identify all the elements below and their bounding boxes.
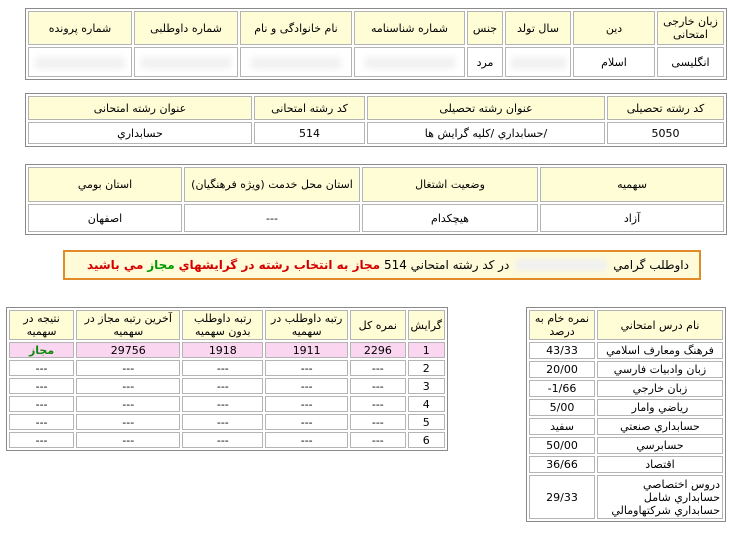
- list-item: [529, 380, 723, 397]
- rank-no-quota-cell: ---: [182, 432, 263, 448]
- rank-quota-cell: ---: [265, 360, 348, 376]
- notice-red-text: مجاز به انتخاب رشته در گرايشهاي: [178, 258, 381, 272]
- last-rank-cell: ---: [76, 396, 180, 412]
- candidate-number-value: [134, 47, 238, 77]
- last-rank-cell: ---: [76, 378, 180, 394]
- last-rank-cell: 29756: [76, 342, 180, 358]
- course-name-cell: رياضي وامار: [597, 399, 723, 416]
- course-name-cell: دروس اختصاصي حسابداري شامل حسابداري شركتهاومالي: [597, 475, 723, 519]
- foreign-language-value: انگلیسی: [657, 47, 724, 77]
- header-service-province: استان محل خدمت (ويژه فرهنگيان): [184, 167, 360, 202]
- exam-field-code-value: 514: [254, 122, 365, 144]
- rank-quota-cell: ---: [265, 414, 348, 430]
- total-score-cell: 2296: [350, 342, 405, 358]
- rank-no-quota-cell: ---: [182, 378, 263, 394]
- total-score-cell: ---: [350, 396, 405, 412]
- result-cell: ---: [9, 432, 74, 448]
- specialization-cell: 2: [408, 360, 445, 376]
- course-name-cell: فرهنگ ومعارف اسلامي: [597, 342, 723, 359]
- total-score-cell: ---: [350, 414, 405, 430]
- course-name-cell: زبان خارجي: [597, 380, 723, 397]
- scores-table: [526, 307, 726, 522]
- header-course-name: نام درس امتحاني: [597, 310, 723, 340]
- birth-year-value: [505, 47, 571, 77]
- notice-green-text: مجاز: [147, 258, 175, 272]
- score-cell: 29/33: [529, 475, 595, 519]
- header-religion: دین: [573, 11, 655, 45]
- list-item: [529, 437, 723, 454]
- full-name-value: [240, 47, 352, 77]
- rank-quota-cell: 1911: [265, 342, 348, 358]
- header-candidate-number: شماره داوطلبی: [134, 11, 238, 45]
- course-name-cell: حسابداري صنعتي: [597, 418, 723, 435]
- notice-middle: در كد رشته امتحاني 514: [383, 258, 510, 272]
- header-native-province: استان بومي: [28, 167, 182, 202]
- rank-no-quota-cell: ---: [182, 414, 263, 430]
- candidate-info-table: [25, 8, 727, 80]
- native-province-value: اصفهان: [28, 204, 182, 232]
- table-row: [9, 342, 445, 358]
- list-item: [529, 418, 723, 435]
- score-cell: 43/33: [529, 342, 595, 359]
- study-field-code-value: 5050: [607, 122, 724, 144]
- score-cell: 36/66: [529, 456, 595, 473]
- candidate-notice: [63, 250, 701, 280]
- notice-red-end: مي باشيد: [87, 258, 144, 272]
- rank-no-quota-cell: 1918: [182, 342, 263, 358]
- rank-no-quota-cell: ---: [182, 360, 263, 376]
- header-employment-status: وضعيت اشتغال: [362, 167, 538, 202]
- table-row: [9, 432, 445, 448]
- header-rank-in-quota: رتبه داوطلب در سهميه: [265, 310, 348, 340]
- table-row: [9, 360, 445, 376]
- last-rank-cell: ---: [76, 432, 180, 448]
- table-row: [9, 396, 445, 412]
- employment-status-value: هيچكدام: [362, 204, 538, 232]
- header-birth-year: سال تولد: [505, 11, 571, 45]
- header-study-field-title: عنوان رشته تحصیلی: [367, 96, 605, 120]
- notice-prefix: داوطلب گرامي: [613, 258, 689, 272]
- header-result: نتيجه در سهميه: [9, 310, 74, 340]
- result-cell: مجاز: [9, 342, 74, 358]
- header-exam-field-title: عنوان رشته امتحانی: [28, 96, 252, 120]
- list-item: [529, 342, 723, 359]
- header-exam-field-code: کد رشته امتحانی: [254, 96, 365, 120]
- header-id-number: شماره شناسنامه: [354, 11, 465, 45]
- score-cell: سفيد: [529, 418, 595, 435]
- header-total-score: نمره كل: [350, 310, 405, 340]
- header-specialization: گرايش: [408, 310, 445, 340]
- result-cell: ---: [9, 360, 74, 376]
- score-cell: 50/00: [529, 437, 595, 454]
- quota-value: آزاد: [540, 204, 724, 232]
- total-score-cell: ---: [350, 360, 405, 376]
- course-name-cell: اقتصاد: [597, 456, 723, 473]
- service-province-value: ---: [184, 204, 360, 232]
- header-last-allowed-rank: آخرين رتبه مجاز در سهميه: [76, 310, 180, 340]
- rank-quota-cell: ---: [265, 432, 348, 448]
- course-name-cell: حسابرسي: [597, 437, 723, 454]
- results-table: [6, 307, 448, 451]
- specialization-cell: 1: [408, 342, 445, 358]
- specialization-cell: 3: [408, 378, 445, 394]
- last-rank-cell: ---: [76, 360, 180, 376]
- result-cell: ---: [9, 378, 74, 394]
- quota-info-table: [25, 164, 727, 235]
- list-item: [529, 475, 723, 519]
- score-cell: 5/00: [529, 399, 595, 416]
- result-cell: ---: [9, 396, 74, 412]
- notice-name-redacted: [515, 259, 607, 271]
- header-raw-score: نمره خام به درصد: [529, 310, 595, 340]
- header-gender: جنس: [467, 11, 503, 45]
- course-name-cell: زبان وادبيات فارسي: [597, 361, 723, 378]
- list-item: [529, 361, 723, 378]
- gender-value: مرد: [467, 47, 503, 77]
- result-cell: ---: [9, 414, 74, 430]
- file-number-value: [28, 47, 132, 77]
- header-rank-without-quota: رتبه داوطلب بدون سهميه: [182, 310, 263, 340]
- specialization-cell: 4: [408, 396, 445, 412]
- header-full-name: نام خانوادگی و نام: [240, 11, 352, 45]
- header-quota: سهميه: [540, 167, 724, 202]
- exam-field-title-value: حسابداري: [28, 122, 252, 144]
- rank-quota-cell: ---: [265, 378, 348, 394]
- table-row: [9, 378, 445, 394]
- field-info-table: [25, 93, 727, 147]
- score-cell: 20/00: [529, 361, 595, 378]
- study-field-title-value: حسابداري /كليه گرايش ها/: [367, 122, 605, 144]
- id-number-value: [354, 47, 465, 77]
- list-item: [529, 456, 723, 473]
- total-score-cell: ---: [350, 432, 405, 448]
- header-foreign-language: زبان خارجی امتحانی: [657, 11, 724, 45]
- specialization-cell: 5: [408, 414, 445, 430]
- specialization-cell: 6: [408, 432, 445, 448]
- header-study-field-code: کد رشته تحصیلی: [607, 96, 724, 120]
- rank-quota-cell: ---: [265, 396, 348, 412]
- religion-value: اسلام: [573, 47, 655, 77]
- list-item: [529, 399, 723, 416]
- last-rank-cell: ---: [76, 414, 180, 430]
- table-row: [9, 414, 445, 430]
- rank-no-quota-cell: ---: [182, 396, 263, 412]
- score-cell: -1/66: [529, 380, 595, 397]
- header-file-number: شماره پرونده: [28, 11, 132, 45]
- total-score-cell: ---: [350, 378, 405, 394]
